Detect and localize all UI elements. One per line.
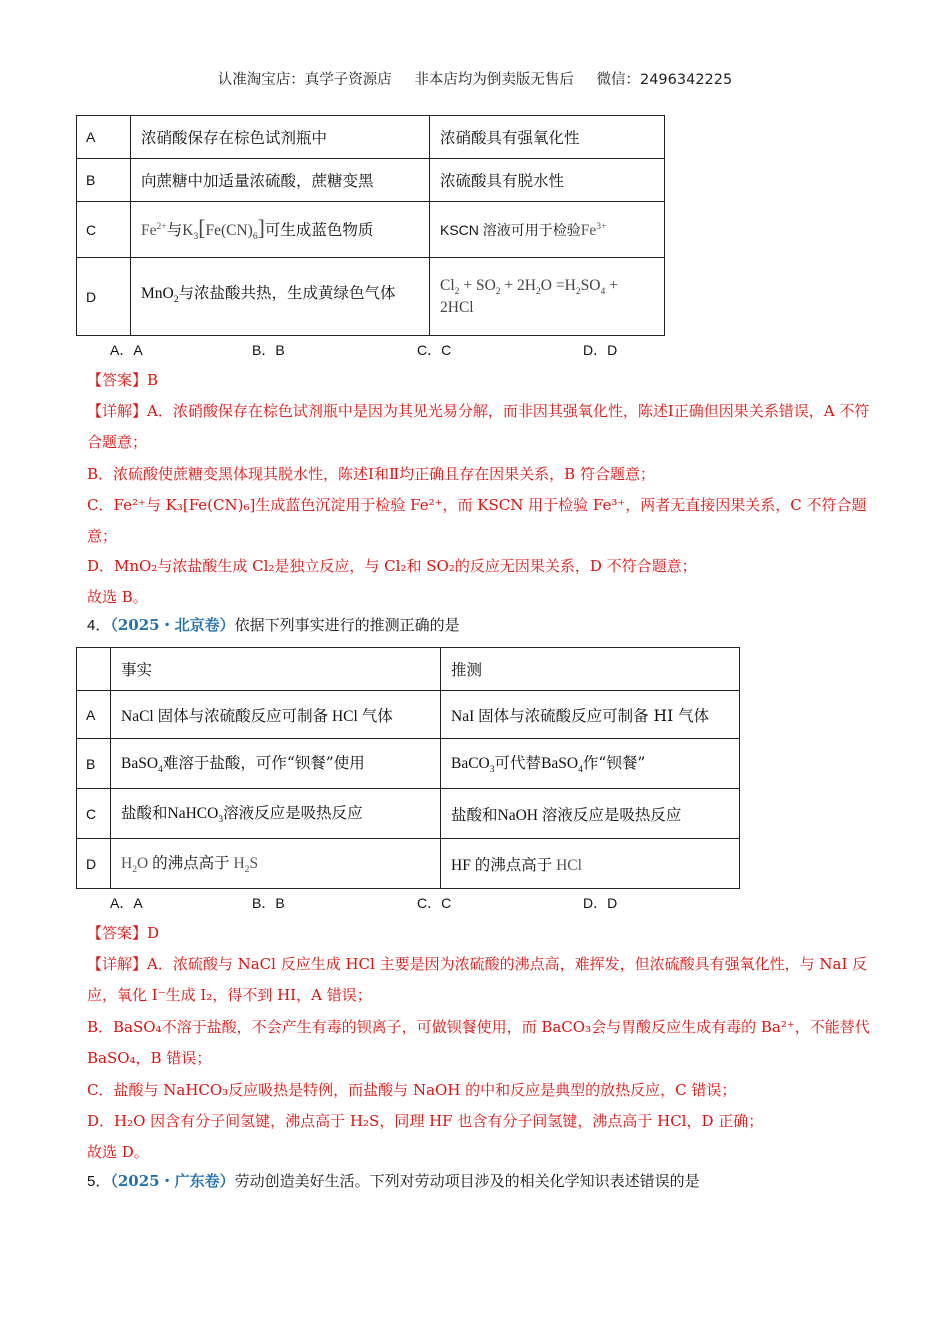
guess-cell: 盐酸和NaOH 溶液反应是吸热反应 [441,789,740,839]
q3-table [76,115,665,336]
q4-explain-c: C．盐酸与 NaHCO₃反应吸热是特例，而盐酸与 NaOH 的中和反应是典型的放热反应，C 错误； [87,1081,737,1099]
header-guess: 推测 [441,648,740,691]
q4-explain-a: 【详解】A．浓硫酸与 NaCl 反应生成 HCl 主要是因为浓硫酸的沸点高，难挥发，但浓硫酸具有强氧化性，与 NaI 反应，氧化 I⁻生成 I₂，得不到 HI，A 错误； [87,955,868,1004]
table-row [77,839,740,889]
table-header-row [77,648,740,691]
option-d[interactable]: D．D [583,342,618,358]
q4-explain-d: D．H₂O 因含有分子间氢键，沸点高于 H₂S，同理 HF 也含有分子间氢键，沸点高于 HCl，D 正确； [87,1112,764,1130]
formula-mno2: MnO$_2$ [141,284,179,306]
table-row [77,739,740,789]
q4-title: 4．（2025・北京卷）依据下列事实进行的推测正确的是 [87,616,460,634]
row-label: A [77,116,131,159]
option-a[interactable]: A．A [110,342,143,358]
formula-fe3: $Fe^{3+}$ [580,220,607,239]
fact-cell: $H_2O$ 的沸点高于 $H_2S$ [111,839,441,889]
header-wechat: 微信：2496342225 [596,72,733,88]
row-label: C [77,202,131,258]
q3-explain-b: B．浓硫酸使蔗糖变黑体现其脱水性，陈述Ⅰ和Ⅱ均正确且存在因果关系，B 符合题意； [87,465,655,483]
q3-explain-d: D．MnO₂与浓盐酸生成 Cl₂是独立反应，与 Cl₂和 SO₂的反应无因果关系，D 不符合题意； [87,557,697,575]
row-label: C [77,789,111,839]
guess-cell: BaCO$_3$可代替BaSO$_4$作“钡餐” [441,739,740,789]
formula-k3fecn6: $K_3[Fe(CN)_6]$ [182,216,265,243]
q4-conclusion: 故选 D。 [87,1143,149,1161]
row-label: B [77,159,131,202]
reason-cell: KSCN 溶液可用于检验$Fe^{3+}$ [430,202,665,258]
row-label: B [77,739,111,789]
guess-cell: HF 的沸点高于 HCl [441,839,740,889]
page-header [0,68,950,89]
header-warning: 非本店均为倒卖版无售后 [414,72,574,88]
table-row [77,789,740,839]
table-row [77,258,665,336]
table-row [77,691,740,739]
fact-cell: 向蔗糖中加适量浓硫酸，蔗糖变黑 [131,159,430,202]
q4-explain-b: B．BaSO₄不溶于盐酸，不会产生有毒的钡离子，可做钡餐使用，而 BaCO₃会与胃酸反应生成有毒的 Ba²⁺，不能替代 BaSO₄，B 错误； [87,1018,870,1067]
reason-cell: 浓硫酸具有脱水性 [430,159,665,202]
q4-source: （2025・北京卷） [110,616,235,634]
option-c[interactable]: C．C [417,895,452,911]
fact-cell: NaCl 固体与浓硫酸反应可制备 HCl 气体 [111,691,441,739]
formula-fe2: $Fe^{2+}$ [141,221,167,240]
row-label: A [77,691,111,739]
table-row [77,202,665,258]
header-store: 认准淘宝店：真学子资源店 [217,72,392,88]
row-label: D [77,258,131,336]
q3-explain-a: 【详解】A．浓硝酸保存在棕色试剂瓶中是因为其见光易分解，而非因其强氧化性，陈述Ⅰ正确但因果关系错误，A 不符合题意； [87,402,870,451]
q3-conclusion: 故选 B。 [87,588,148,606]
guess-cell: NaI 固体与浓硫酸反应可制备 HI 气体 [441,691,740,739]
fact-cell: MnO$_2$与浓盐酸共热，生成黄绿色气体 [131,258,430,336]
q5-title: 5．（2025・广东卷）劳动创造美好生活。下列对劳动项目涉及的相关化学知识表述错误的是 [87,1172,700,1190]
header-fact: 事实 [111,648,441,691]
reason-cell [430,258,665,336]
fact-cell: $Fe^{2+}$与$K_3[Fe(CN)_6]$可生成蓝色物质 [131,202,430,258]
option-b[interactable]: B．B [252,895,285,911]
reason-cell: 浓硝酸具有强氧化性 [430,116,665,159]
fact-cell: 盐酸和NaHCO$_3$溶液反应是吸热反应 [111,789,441,839]
fact-cell: BaSO$_4$难溶于盐酸，可作“钡餐”使用 [111,739,441,789]
q3-explain-c: C．Fe²⁺与 K₃[Fe(CN)₆]生成蓝色沉淀用于检验 Fe²⁺，而 KSCN 用于检验 Fe³⁺，两者无直接因果关系，C 不符合题意； [87,496,867,545]
option-a[interactable]: A．A [110,895,143,911]
q5-source: （2025・广东卷） [110,1172,235,1190]
q4-table [76,647,740,889]
row-label: D [77,839,111,889]
table-row [77,159,665,202]
q3-answer: 【答案】B [87,371,159,389]
q4-answer: 【答案】D [87,924,160,942]
option-d[interactable]: D．D [583,895,618,911]
table-row [77,116,665,159]
option-b[interactable]: B．B [252,342,285,358]
fact-cell: 浓硝酸保存在棕色试剂瓶中 [131,116,430,159]
option-c[interactable]: C．C [417,342,452,358]
equation-cl2-so2: $Cl_2 + SO_2 + 2H_2O =H_2SO_4 + 2HCl$ [440,277,618,316]
